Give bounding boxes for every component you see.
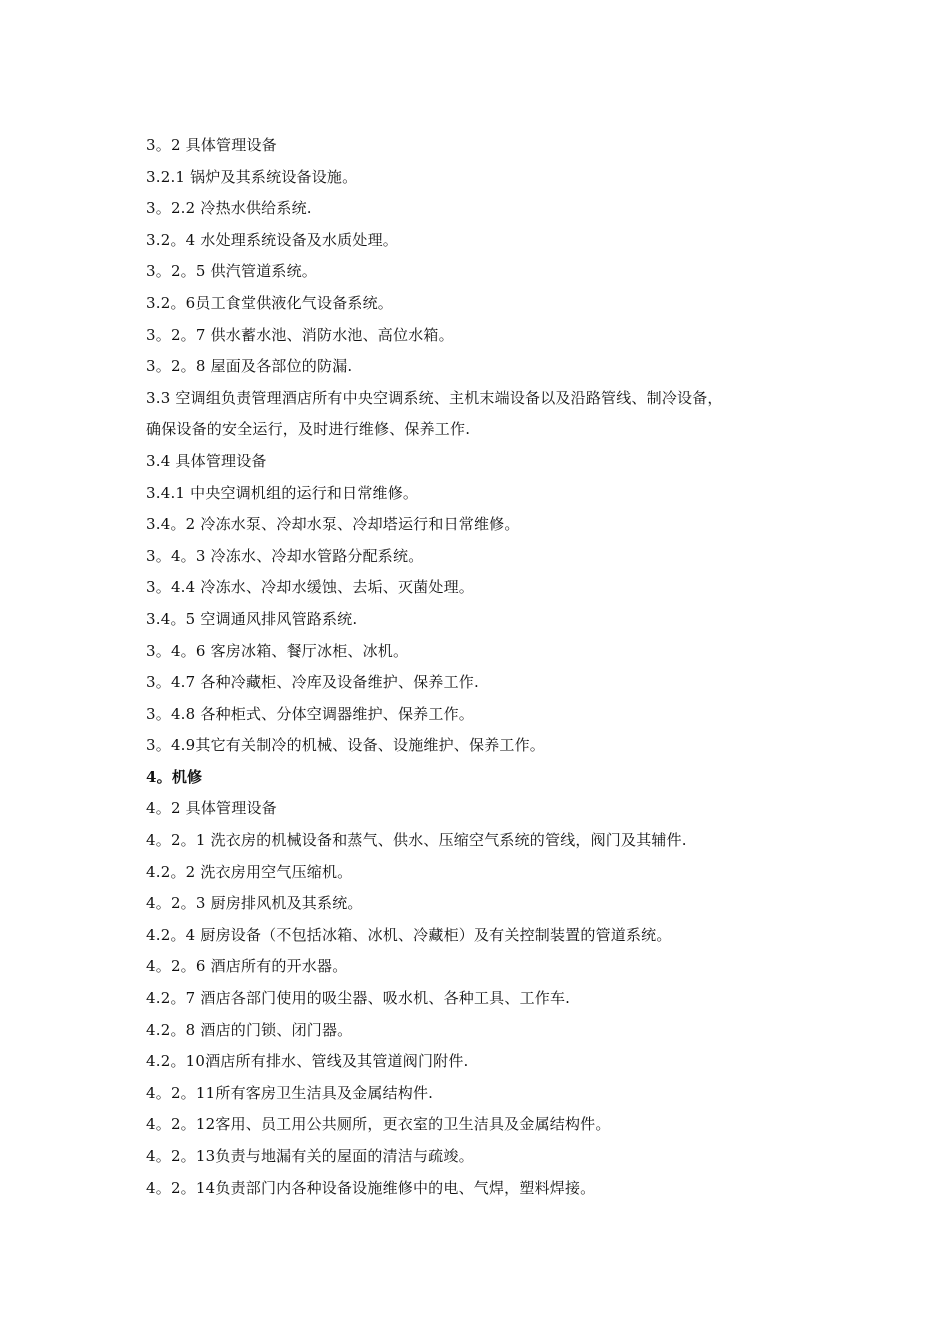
text-line: 4。2。6 酒店所有的开水器。 <box>146 957 348 976</box>
text-line: 3。2 具体管理设备 <box>146 136 277 154</box>
text-line: 4。2。12客用、员工用公共厕所，更衣室的卫生洁具及金属结构件。 <box>146 1115 611 1134</box>
text-line: 3.2.1 锅炉及其系统设备设施。 <box>146 167 358 186</box>
text-line: 3.4.1 中央空调机组的运行和日常维修。 <box>146 483 419 502</box>
text-line: 3。4。6 客房冰箱、餐厅冰柜、冰机。 <box>146 641 409 660</box>
text-line: 4。2。13负责与地漏有关的屋面的清洁与疏竣。 <box>146 1147 474 1165</box>
text-line: 4。2。14负责部门内各种设备设施维修中的电、气焊，塑料焊接。 <box>146 1178 596 1197</box>
text-line: 3.4 具体管理设备 <box>146 451 267 470</box>
text-line: 3。2。8 屋面及各部位的防漏. <box>146 357 353 376</box>
text-line: 3。2。5 供汽管道系统。 <box>146 262 317 281</box>
text-line: 3.4。5 空调通风排风管路系统. <box>146 609 358 628</box>
text-line: 3.3 空调组负责管理酒店所有中央空调系统、主机末端设备以及沿路管线、制冷设备， <box>146 388 723 407</box>
text-line: 3.2。4 水处理系统设备及水质处理。 <box>146 230 398 249</box>
text-line: 4。2。11所有客房卫生洁具及金属结构件. <box>146 1083 434 1102</box>
text-line: 4.2。8 酒店的门锁、闭门器。 <box>146 1020 353 1039</box>
text-line: 3。2。7 供水蓄水池、消防水池、高位水箱。 <box>146 325 454 344</box>
text-line: 3。2.2 冷热水供给系统. <box>146 199 312 218</box>
document-body <box>146 130 826 1204</box>
text-line: 3。4.4 冷冻水、冷却水缓蚀、去垢、灭菌处理。 <box>146 578 474 597</box>
text-line: 4.2。10酒店所有排水、管线及其管道阀门附件. <box>146 1052 469 1071</box>
text-line: 3。4.7 各种冷藏柜、冷库及设备维护、保养工作. <box>146 673 479 692</box>
text-line: 4.2。4 厨房设备（不包括冰箱、冰机、冷藏柜）及有关控制装置的管道系统。 <box>146 925 672 944</box>
text-line: 3。4.8 各种柜式、分体空调器维护、保养工作。 <box>146 704 474 723</box>
text-line: 4。2。1 洗衣房的机械设备和蒸气、供水、压缩空气系统的管线，阀门及其辅件. <box>146 831 687 850</box>
text-line: 3.2。6员工食堂供液化气设备系统。 <box>146 293 393 312</box>
text-line: 4.2。7 酒店各部门使用的吸尘器、吸水机、各种工具、工作车. <box>146 989 571 1008</box>
text-line: 4。2。3 厨房排风机及其系统。 <box>146 894 363 913</box>
text-line: 确保设备的安全运行，及时进行维修、保养工作. <box>146 420 471 439</box>
text-line: 3。4.9其它有关制冷的机械、设备、设施维护、保养工作。 <box>146 736 546 755</box>
text-line: 3.4。2 冷冻水泵、冷却水泵、冷却塔运行和日常维修。 <box>146 515 520 534</box>
text-line: 4。2 具体管理设备 <box>146 799 277 818</box>
text-line: 3。4。3 冷冻水、冷却水管路分配系统。 <box>146 546 424 565</box>
section-heading: 4。机修 <box>146 767 203 786</box>
text-line: 4.2。2 洗衣房用空气压缩机。 <box>146 862 353 881</box>
